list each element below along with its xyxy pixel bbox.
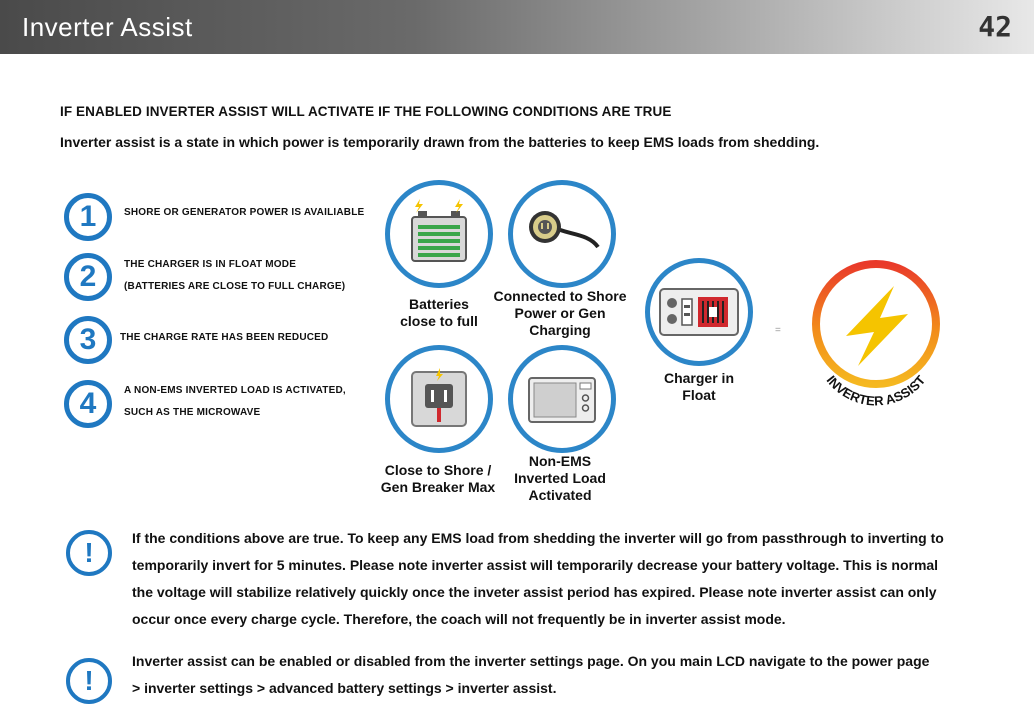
conditions-heading: IF ENABLED INVERTER ASSIST WILL ACTIVATE IF THE FOLLOWING CONDITIONS ARE TRUE	[60, 104, 672, 119]
condition-4-line2: SUCH AS THE MICROWAVE	[124, 407, 261, 418]
condition-text-1	[124, 202, 364, 224]
condition-number-2: 2	[64, 253, 112, 301]
page-title: Inverter Assist	[22, 12, 193, 42]
condition-3-line1: THE CHARGE RATE HAS BEEN REDUCED	[120, 332, 329, 343]
shore-label-line2: Power or Gen	[514, 305, 606, 321]
condition-text-3	[120, 327, 328, 349]
condition-2-line2: (BATTERIES ARE CLOSE TO FULL CHARGE)	[124, 281, 346, 292]
condition-number-3: 3	[64, 316, 112, 364]
microwave-label-line1: Non-EMS	[528, 453, 592, 469]
equals-sign: =	[775, 325, 781, 336]
battery-label-line2: close to full	[400, 313, 478, 329]
page-number: 42	[978, 10, 1012, 43]
note-2-line2: > inverter settings > advanced battery settings > inverter assist.	[132, 680, 557, 696]
note-2-text	[132, 648, 992, 702]
warning-icon-1: !	[66, 530, 112, 576]
intro-text: Inverter assist is a state in which power is temporarily drawn from the batteries to keep EMS loads from shedding.	[60, 134, 820, 150]
microwave-label-line2: Inverted Load	[514, 470, 606, 486]
note-1-line1: If the conditions above are true. To keep any EMS load from shedding the inverter will go from passthrough to inverting to	[132, 530, 944, 546]
condition-number-1: 1	[64, 193, 112, 241]
breaker-plug-icon	[385, 345, 493, 453]
condition-text-4	[124, 380, 346, 424]
battery-icon	[385, 180, 493, 288]
microwave-icon	[508, 345, 616, 453]
warning-icon-2: !	[66, 658, 112, 704]
breaker-label	[368, 462, 508, 496]
note-1-line4: occur once every charge cycle. Therefore, the coach will not frequently be in inverter assist mode.	[132, 611, 786, 627]
breaker-label-line1: Close to Shore /	[384, 462, 492, 478]
condition-2-line1: THE CHARGER IS IN FLOAT MODE	[124, 259, 297, 270]
header-bar	[0, 0, 1034, 54]
note-1-text	[132, 525, 992, 633]
note-2-line1: Inverter assist can be enabled or disabled from the inverter settings page. On you main LCD navigate to the power page	[132, 653, 930, 669]
condition-number-4: 4	[64, 380, 112, 428]
microwave-label-line3: Activated	[528, 487, 592, 503]
battery-label-line1: Batteries	[409, 296, 469, 312]
inverter-assist-badge	[800, 252, 950, 422]
inverter-assist-label: INVERTER ASSIST	[823, 372, 929, 409]
note-1-line3: the voltage will stabilize relatively quickly once the inveter assist period has expired. Please note inverter assist can only	[132, 584, 937, 600]
charger-icon	[645, 258, 753, 366]
charger-label-line2: Float	[682, 387, 716, 403]
battery-label	[386, 296, 492, 330]
condition-1-line1: SHORE OR GENERATOR POWER IS AVAILIABLE	[124, 207, 365, 218]
shore-label-line1: Connected to Shore	[493, 288, 627, 304]
shore-plug-icon	[508, 180, 616, 288]
breaker-label-line2: Gen Breaker Max	[380, 479, 496, 495]
charger-label	[646, 370, 752, 404]
microwave-label	[502, 453, 618, 504]
condition-4-line1: A NON-EMS INVERTED LOAD IS ACTIVATED,	[124, 385, 346, 396]
shore-label-line3: Charging	[529, 322, 591, 338]
condition-text-2	[124, 254, 345, 298]
note-1-line2: temporarily invert for 5 minutes. Please note inverter assist will temporarily decrease your battery voltage. This is normal	[132, 557, 939, 573]
shore-label	[486, 288, 634, 339]
charger-label-line1: Charger in	[663, 370, 734, 386]
